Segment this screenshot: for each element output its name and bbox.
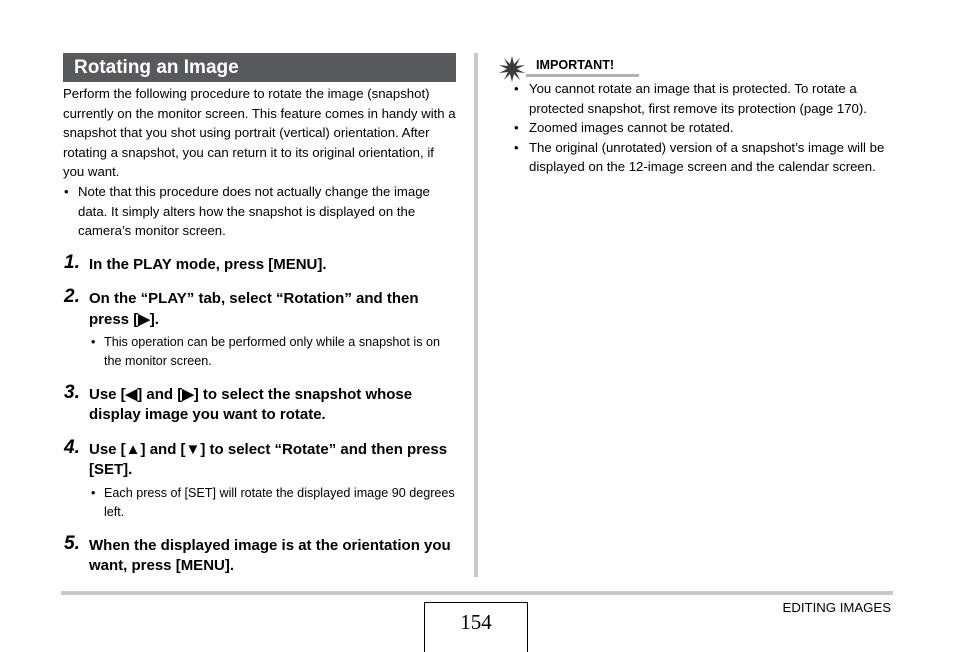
bullet-text: Note that this procedure does not actually change the image data. It simply alters how the snapshot is displayed on the camera’s monitor screen. — [78, 183, 430, 239]
step-5 — [63, 532, 456, 577]
bullet-icon: • — [91, 485, 96, 500]
page-number-box — [424, 602, 528, 652]
bullet-icon: • — [514, 120, 519, 136]
step-text: In the PLAY mode, press [MENU]. — [89, 255, 327, 273]
step-4 — [63, 436, 456, 522]
left-column — [63, 53, 456, 590]
list-item — [63, 182, 456, 241]
important-underline — [526, 74, 639, 77]
step-text: Use [▲] and [▼] to select “Rotate” and then press [SET]. — [89, 440, 448, 479]
step-text: When the displayed image is at the orientation you want, press [MENU]. — [89, 536, 451, 574]
step-number: 1. — [64, 251, 80, 273]
footer-rule — [61, 591, 893, 595]
list-item — [513, 138, 894, 177]
bullet-icon: • — [514, 81, 519, 96]
section-title: Rotating an Image — [74, 57, 239, 78]
step-3 — [63, 381, 456, 426]
list-item — [89, 333, 456, 371]
note-text: Each press of [SET] will rotate the displayed image 90 degrees left. — [104, 485, 455, 519]
step-number: 5. — [64, 532, 80, 554]
intro-bullets — [63, 182, 456, 241]
note-text: This operation can be performed only while a snapshot is on the monitor screen. — [104, 334, 441, 368]
steps-list — [63, 251, 456, 577]
column-divider — [474, 53, 478, 577]
list-item — [513, 79, 894, 118]
step-number: 2. — [64, 286, 80, 308]
list-item — [89, 484, 456, 522]
bullet-icon: • — [514, 139, 519, 155]
bullet-text: Zoomed images cannot be rotated. — [529, 120, 734, 136]
important-header — [499, 53, 894, 77]
step-text: Use [◀] and [▶] to select the snapshot whose display image you want to rotate. — [89, 385, 413, 424]
intro-paragraph: Perform the following procedure to rotate the image (snapshot) currently on the monitor screen. This feature comes in handy with a snapshot that you shot using portrait (vertical) orientation. After rotating a snapshot, you can return it to its original orientation, if you want. — [63, 86, 456, 180]
bullet-icon: • — [91, 334, 96, 349]
page-number: 154 — [460, 610, 492, 634]
bullet-text: You cannot rotate an image that is protected. To rotate a protected snapshot, first remove its protection (page 170). — [529, 81, 867, 116]
step-note — [89, 484, 456, 522]
step-number: 4. — [64, 436, 80, 458]
right-column — [499, 53, 894, 177]
step-number: 3. — [64, 381, 80, 403]
section-heading-bar — [63, 53, 456, 82]
bullet-icon: • — [64, 183, 69, 199]
important-bullets — [499, 79, 894, 177]
footer-section-label: EDITING IMAGES — [782, 600, 891, 615]
important-label: IMPORTANT! — [536, 58, 615, 72]
step-1 — [63, 251, 456, 275]
bullet-text: The original (unrotated) version of a snapshot’s image will be displayed on the 12-image screen and the calendar screen. — [529, 139, 885, 175]
step-2 — [63, 286, 456, 371]
step-text: On the “PLAY” tab, select “Rotation” and then press [▶]. — [89, 290, 419, 328]
list-item — [513, 118, 894, 138]
step-note — [89, 333, 456, 371]
